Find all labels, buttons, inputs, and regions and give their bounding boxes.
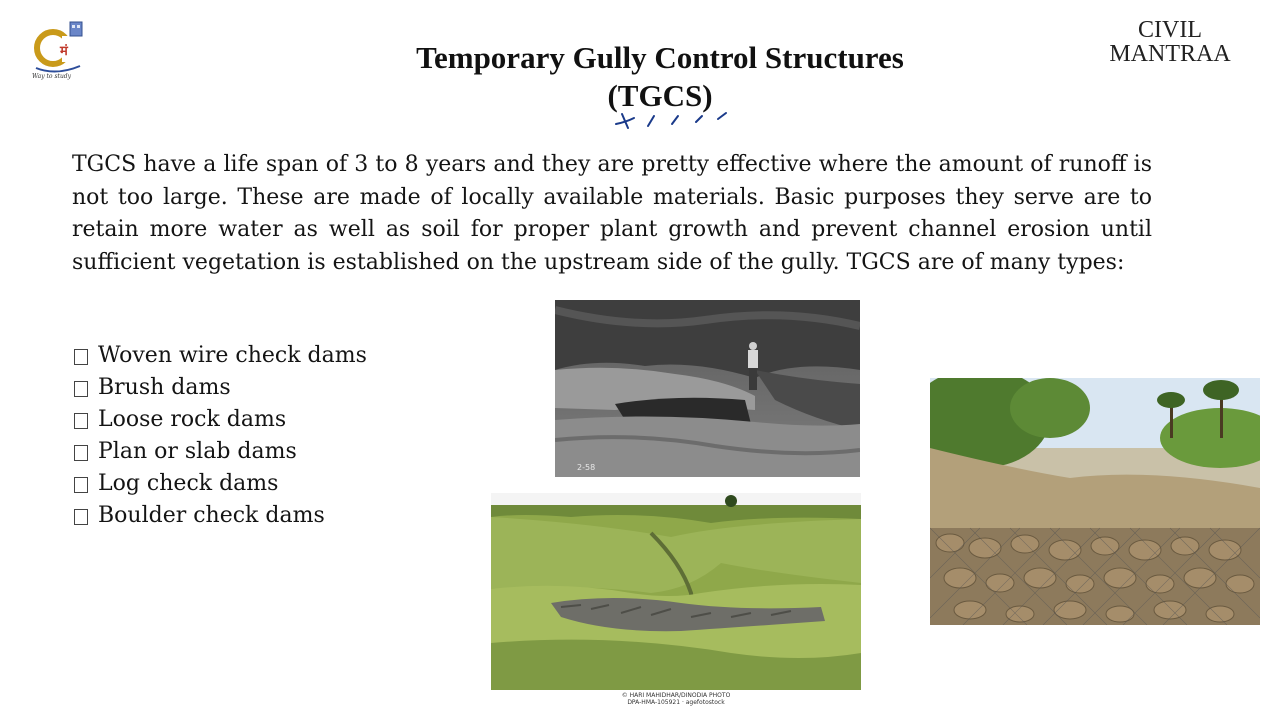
- gabion-dam-image: [930, 378, 1260, 625]
- list-item: [74, 468, 367, 500]
- list-item-label: Boulder check dams: [98, 503, 325, 528]
- brand-line-1: CIVIL: [1138, 17, 1202, 43]
- intro-paragraph: TGCS have a life span of 3 to 8 years and they are pretty effective where the amount of runoff is not too large. These are made of locally available materials. Basic purposes they serve are to retain more water as well as soil for proper plant growth and prevent channel erosion until sufficient vegetation is established on the upstream side of the gully. TGCS are of many types:: [72, 152, 1152, 275]
- list-item: [74, 404, 367, 436]
- checkbox-bullet-icon: [74, 445, 88, 461]
- handwritten-underline-marks: [612, 110, 730, 132]
- tgcs-types-list: [74, 340, 367, 532]
- list-item-label: Log check dams: [98, 471, 279, 496]
- checkbox-bullet-icon: [74, 477, 88, 493]
- list-item: [74, 500, 367, 532]
- logo-tagline: Way to study: [32, 73, 72, 80]
- list-item-label: Brush dams: [98, 375, 231, 400]
- list-item: [74, 436, 367, 468]
- brand-line-2: MANTRAA: [1109, 41, 1231, 67]
- bw-gully-image: [555, 300, 860, 477]
- list-item-label: Woven wire check dams: [98, 343, 367, 368]
- svg-text:मं: मं: [60, 44, 68, 59]
- list-item: [74, 340, 367, 372]
- grassy-gully-stone-dam-photo: [491, 493, 861, 690]
- bw-gully-photo: [555, 300, 860, 477]
- photo-credit-line-2: DPA-HMA-105921 · agefotostock: [627, 699, 725, 706]
- civil-mantraa-logo: [26, 18, 88, 84]
- logo-icon: [26, 18, 88, 84]
- checkbox-bullet-icon: [74, 413, 88, 429]
- list-item-label: Plan or slab dams: [98, 439, 297, 464]
- grassy-gully-image: [491, 493, 861, 690]
- list-item-label: Loose rock dams: [98, 407, 287, 432]
- brand-name: [1090, 18, 1250, 66]
- checkbox-bullet-icon: [74, 509, 88, 525]
- checkbox-bullet-icon: [74, 381, 88, 397]
- slide-subtitle: (TGCS): [607, 78, 713, 113]
- list-item: [74, 372, 367, 404]
- photo-label: 2-58: [577, 463, 596, 472]
- slide-title: Temporary Gully Control Structures: [416, 40, 904, 75]
- checkbox-bullet-icon: [74, 349, 88, 365]
- photo-credit-line-1: © HARI MAHIDHAR/DINODIA PHOTO: [621, 692, 731, 699]
- gabion-boulder-dam-photo: [930, 378, 1260, 625]
